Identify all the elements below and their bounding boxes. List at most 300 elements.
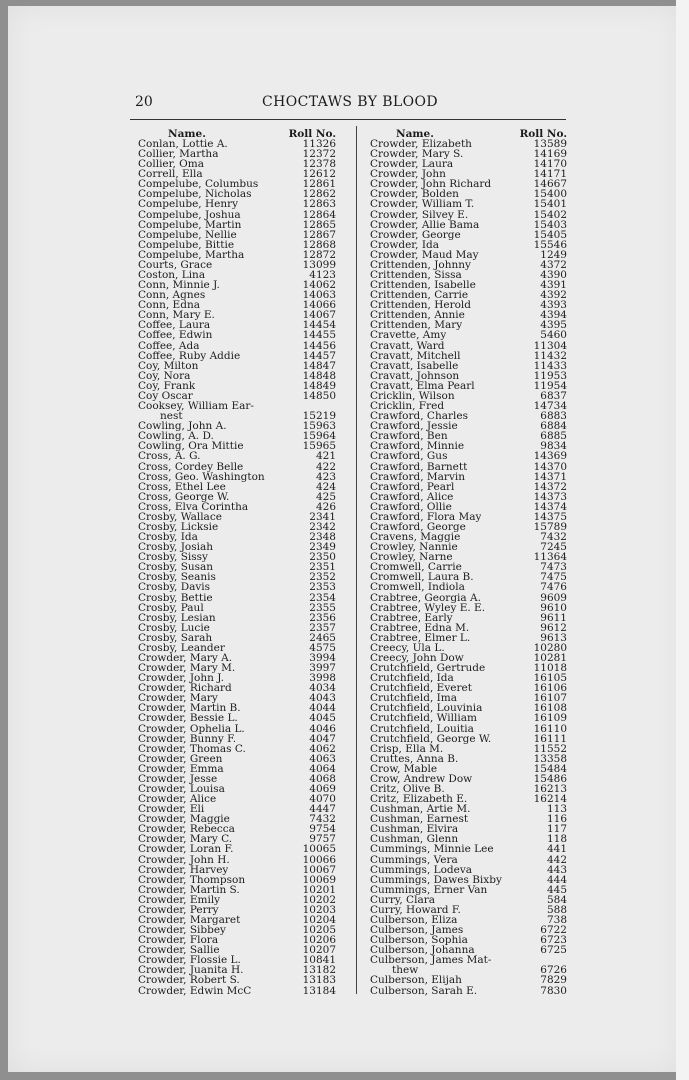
entry-name: Crowder, Juanita H.: [138, 965, 244, 976]
entry-roll-number: 12862: [302, 188, 336, 201]
entry-name: Correll, Ella: [138, 169, 203, 180]
entry-name: Cravatt, Johnson: [370, 370, 460, 381]
entry-roll-number: 584: [546, 893, 567, 906]
entry-name: Cravatt, Elma Pearl: [370, 380, 475, 391]
entry-roll-number: 11552: [533, 742, 567, 755]
left-column: [138, 128, 336, 996]
entry-roll-number: 7432: [309, 813, 336, 826]
entry-name: Cushman, Earnest: [370, 814, 469, 825]
entry-roll-number: 4064: [309, 762, 336, 775]
entry-roll-number: 4447: [309, 803, 336, 816]
entry-name: Cowling, A. D.: [138, 431, 214, 442]
roll-entry: [370, 986, 567, 996]
entry-roll-number: 2355: [309, 601, 336, 614]
entry-name: Cross, Ethel Lee: [138, 481, 226, 492]
roll-entry: [138, 532, 336, 542]
entry-roll-number: 4070: [309, 793, 336, 806]
page-title: CHOCTAWS BY BLOOD: [262, 94, 438, 110]
roll-entry: [138, 562, 336, 572]
roll-entry: [138, 804, 336, 814]
entry-name: Crowder, William T.: [370, 199, 475, 210]
entry-name: Conn, Edna: [138, 300, 200, 311]
roll-entry: [138, 724, 336, 734]
entry-name: Creecy, Ula L.: [370, 642, 445, 653]
entry-name: Cravatt, Ward: [370, 340, 445, 351]
entry-name: Curry, Clara: [370, 894, 435, 905]
roll-entry: [370, 965, 567, 975]
roll-entry: [138, 593, 336, 603]
entry-name: Cravatt, Isabelle: [370, 360, 459, 371]
entry-name: Crowder, Alice: [138, 794, 217, 805]
entry-name: Crosby, Davis: [138, 582, 211, 593]
roll-entry: [370, 401, 567, 411]
entry-name: Crowder, Edwin McC: [138, 985, 252, 996]
roll-entry: [370, 905, 567, 915]
entry-roll-number: 14170: [533, 158, 567, 171]
entry-name: Cravens, Maggie: [370, 532, 461, 543]
entry-roll-number: 118: [546, 833, 567, 846]
entry-name: Crowder, Louisa: [138, 784, 225, 795]
entry-roll-number: 2341: [309, 510, 336, 523]
entry-name: Crowder, Ida: [370, 239, 439, 250]
entry-roll-number: 4390: [540, 269, 567, 282]
entry-name: Crowder, Perry: [138, 904, 219, 916]
entry-name: Crawford, Marvin: [370, 471, 466, 482]
roll-entry: [370, 875, 567, 885]
entry-roll-number: 13183: [302, 974, 336, 987]
entry-roll-number: 9757: [309, 833, 336, 846]
entry-roll-number: 4044: [309, 702, 336, 715]
entry-roll-number: 14062: [302, 279, 336, 292]
entry-name: Culberson, Elijah: [370, 975, 462, 986]
roll-entry: [138, 482, 336, 492]
roll-entry: [370, 431, 567, 441]
entry-name: Crittenden, Herold: [370, 300, 471, 311]
entry-roll-number: 16108: [533, 702, 567, 715]
entry-name: Crabtree, Elmer L.: [370, 632, 471, 643]
entry-roll-number: 3994: [309, 651, 336, 664]
entry-roll-number: 441: [546, 843, 567, 856]
entry-name: Cooksey, William Ear-: [138, 401, 254, 412]
page-number: 20: [135, 94, 153, 110]
entry-roll-number: 14169: [533, 148, 567, 161]
entry-name: Crowder, Bolden: [370, 189, 459, 200]
entry-roll-number: 4391: [540, 279, 567, 292]
entry-name: Crowder, Rebecca: [138, 824, 235, 835]
roll-entry: [138, 260, 336, 270]
roll-entry: [370, 945, 567, 955]
entry-name: Cushman, Elvira: [370, 824, 459, 835]
entry-name: Critz, Olive B.: [370, 784, 445, 795]
entry-name: Crowder, Sallie: [138, 945, 220, 956]
entry-roll-number: 1249: [540, 248, 567, 261]
entry-name: Culberson, Sarah E.: [370, 985, 478, 996]
entry-roll-number: 10205: [302, 924, 336, 937]
entry-roll-number: 14849: [302, 379, 336, 392]
entry-roll-number: 6723: [540, 934, 567, 947]
entry-name: Cummings, Erner Van: [370, 884, 488, 895]
roll-entry: [138, 794, 336, 804]
entry-roll-number: 445: [546, 883, 567, 896]
entry-roll-number: 6883: [540, 410, 567, 423]
entry-roll-number: 16106: [533, 682, 567, 695]
entry-name: Crowder, Thompson: [138, 874, 246, 885]
roll-entry: [138, 673, 336, 683]
entry-name: Crawford, George: [370, 521, 466, 533]
entry-roll-number: 16105: [533, 672, 567, 685]
entry-name: Crawford, Charles: [370, 411, 468, 422]
entry-roll-number: 588: [546, 903, 567, 916]
entry-roll-number: 113: [546, 803, 567, 816]
roll-entry: [370, 451, 567, 461]
entry-name: Crowder, Richard: [138, 683, 232, 694]
entry-roll-number: 13184: [302, 984, 336, 997]
entry-name: Crittenden, Mary: [370, 320, 463, 331]
roll-entry: [370, 522, 567, 532]
entry-name: Compelube, Henry: [138, 199, 239, 210]
entry-roll-number: 14850: [302, 389, 336, 402]
entry-roll-number: 15963: [302, 420, 336, 433]
entry-name: Crawford, Ben: [370, 431, 448, 442]
entry-roll-number: 2348: [309, 531, 336, 544]
entry-roll-number: 10281: [533, 651, 567, 664]
entry-roll-number: 13589: [533, 138, 567, 150]
roll-entry: [138, 623, 336, 633]
roll-entry: [138, 703, 336, 713]
entry-name: Crowder, Mary S.: [370, 149, 464, 160]
entry-roll-number: 14734: [533, 400, 567, 413]
name-header: Name.: [168, 128, 206, 140]
entry-name: Crawford, Minnie: [370, 441, 465, 452]
entry-roll-number: 14454: [302, 319, 336, 332]
roll-entry: [370, 250, 567, 260]
entry-name: Crutchfield, Louvinia: [370, 703, 483, 714]
roll-entry: [370, 603, 567, 613]
roll-entry: [370, 955, 567, 965]
entry-name: Collier, Oma: [138, 159, 205, 170]
entry-name: Creecy, John Dow: [370, 652, 464, 664]
entry-name: Crowder, Bunny F.: [138, 733, 237, 744]
entry-name: Crosby, Licksie: [138, 521, 219, 533]
entry-roll-number: 6726: [540, 964, 567, 977]
roll-entry: [370, 381, 567, 391]
entry-name: Coffee, Ruby Addie: [138, 350, 241, 361]
entry-roll-number: 12868: [302, 238, 336, 251]
roll-entry: [370, 532, 567, 542]
entry-name: Crowder, Ophelia L.: [138, 723, 245, 734]
entry-name: Crowder, John: [370, 169, 446, 180]
entry-roll-number: 15964: [302, 430, 336, 443]
entry-name: Cummings, Lodeva: [370, 864, 473, 875]
entry-roll-number: 6725: [540, 944, 567, 957]
entry-name: Crowder, Jesse: [138, 773, 218, 784]
roll-entry: [370, 814, 567, 824]
entry-name: Crosby, Sissy: [138, 552, 208, 563]
entry-name: Crawford, Alice: [370, 491, 454, 502]
entry-name: Crittenden, Johnny: [370, 259, 471, 271]
entry-roll-number: 14848: [302, 369, 336, 382]
entry-roll-number: 4123: [309, 269, 336, 282]
entry-name: Crutchfield, Ida: [370, 673, 454, 684]
roll-entry: [138, 472, 336, 482]
roll-entry: [138, 744, 336, 754]
entry-name: Coy, Milton: [138, 360, 199, 371]
entry-name: Coy, Nora: [138, 370, 191, 381]
entry-roll-number: 2465: [309, 631, 336, 644]
entry-roll-number: 6884: [540, 420, 567, 433]
entry-roll-number: 14066: [302, 299, 336, 312]
entry-name: Cricklin, Wilson: [370, 390, 455, 402]
entry-name: Crowder, Maggie: [138, 814, 230, 825]
entry-name: Crowder, John J.: [138, 673, 224, 684]
entry-name: Coffee, Ada: [138, 340, 200, 351]
roll-entry: [370, 290, 567, 300]
entry-name: Cromwell, Laura B.: [370, 572, 474, 583]
entry-roll-number: 10066: [302, 853, 336, 866]
entry-name: Crowder, Margaret: [138, 915, 241, 926]
entry-name: Crowder, Emma: [138, 763, 224, 774]
roll-entry: [370, 915, 567, 925]
roll-entry: [370, 804, 567, 814]
entry-roll-number: 444: [546, 873, 567, 886]
entry-roll-number: 12378: [302, 158, 336, 171]
entry-roll-number: 443: [546, 863, 567, 876]
entry-name: Crosby, Bettie: [138, 592, 213, 603]
entry-roll-number: 14373: [533, 490, 567, 503]
entry-name: Crosby, Susan: [138, 562, 214, 573]
entry-roll-number: 9754: [309, 823, 336, 836]
entry-name: Crosby, Sarah: [138, 632, 213, 643]
entry-name: Crosby, Lesian: [138, 612, 216, 623]
entry-roll-number: 9613: [540, 631, 567, 644]
entry-roll-number: 10065: [302, 843, 336, 856]
entry-name: Compelube, Bittie: [138, 239, 235, 250]
entry-roll-number: 116: [546, 813, 567, 826]
entry-roll-number: 16110: [533, 722, 567, 735]
entry-name: Crawford, Barnett: [370, 461, 468, 472]
entry-name: Crutchfield, William: [370, 713, 477, 724]
entry-roll-number: 738: [546, 914, 567, 927]
entry-name: Crowder, Bessie L.: [138, 713, 238, 724]
roll-entry: [370, 975, 567, 985]
entry-name: Crutchfield, Gertrude: [370, 663, 486, 674]
entry-roll-number: 9611: [540, 611, 567, 624]
entry-name: Curry, Howard F.: [370, 904, 461, 916]
entry-roll-number: 10203: [302, 903, 336, 916]
entry-roll-number: 11018: [533, 662, 567, 675]
entry-roll-number: 14375: [533, 510, 567, 523]
entry-roll-number: 10841: [302, 954, 336, 967]
entry-roll-number: 7475: [540, 571, 567, 584]
entry-roll-number: 11953: [533, 369, 567, 382]
entry-name: Culberson, James: [370, 925, 464, 936]
left-roll-list: [138, 139, 336, 996]
entry-name: Cravatt, Mitchell: [370, 350, 461, 361]
entry-roll-number: 2349: [309, 541, 336, 554]
roll-entry: [138, 512, 336, 522]
name-header: Name.: [396, 128, 434, 140]
entry-name: Crabtree, Early: [370, 612, 453, 623]
roll-entry: [370, 895, 567, 905]
entry-name: Coy Oscar: [138, 390, 193, 402]
entry-roll-number: 3997: [309, 662, 336, 675]
entry-name: Crisp, Ella M.: [370, 743, 444, 754]
entry-roll-number: 4393: [540, 299, 567, 312]
entry-roll-number: 2351: [309, 561, 336, 574]
entry-name: Crowder, Laura: [370, 159, 454, 170]
entry-name: Compelube, Martin: [138, 219, 242, 230]
entry-roll-number: 2350: [309, 551, 336, 564]
entry-roll-number: 12867: [302, 228, 336, 241]
entry-roll-number: 10204: [302, 914, 336, 927]
entry-roll-number: 12864: [302, 208, 336, 221]
entry-roll-number: 11433: [533, 359, 567, 372]
entry-roll-number: 2357: [309, 621, 336, 634]
entry-roll-number: 12861: [302, 178, 336, 191]
entry-roll-number: 16109: [533, 712, 567, 725]
entry-roll-number: 9834: [540, 440, 567, 453]
roll-entry: [138, 754, 336, 764]
page-header: [0, 94, 672, 114]
entry-name: Crittenden, Carrie: [370, 290, 469, 301]
entry-roll-number: 426: [315, 500, 336, 513]
entry-roll-number: 14369: [533, 450, 567, 463]
entry-name: Crutchfield, Ima: [370, 693, 458, 704]
entry-name: Crowder, Martin S.: [138, 884, 240, 895]
entry-roll-number: 10069: [302, 873, 336, 886]
entry-name: Critz, Elizabeth E.: [370, 794, 468, 805]
roll-entry: [370, 855, 567, 865]
entry-roll-number: 14171: [533, 168, 567, 181]
entry-roll-number: 15965: [302, 440, 336, 453]
entry-roll-number: 2356: [309, 611, 336, 624]
entry-roll-number: 13358: [533, 752, 567, 765]
entry-name: Crittenden, Isabelle: [370, 280, 476, 291]
entry-name: Crowder, Harvey: [138, 864, 229, 875]
entry-roll-number: 15219: [302, 410, 336, 423]
header-rule: [130, 119, 566, 120]
entry-roll-number: 4394: [540, 309, 567, 322]
entry-roll-number: 4047: [309, 732, 336, 745]
entry-roll-number: 10067: [302, 863, 336, 876]
entry-roll-number: 15403: [533, 218, 567, 231]
entry-roll-number: 14457: [302, 349, 336, 362]
entry-name: Crowley, Nannie: [370, 542, 458, 553]
entry-name: Compelube, Nellie: [138, 229, 237, 240]
entry-name: Crow, Andrew Dow: [370, 773, 473, 784]
entry-name: Crowder, Mary: [138, 693, 218, 704]
entry-name: Crowder, Robert S.: [138, 975, 240, 986]
entry-name: Cummings, Dawes Bixby: [370, 874, 502, 885]
roll-entry: [370, 562, 567, 572]
roll-entry: [138, 663, 336, 673]
entry-roll-number: 2352: [309, 571, 336, 584]
entry-name: Crowder, Eli: [138, 804, 205, 815]
entry-name: Crabtree, Wyley E. E.: [370, 602, 486, 613]
entry-name: Courts, Grace: [138, 259, 213, 271]
entry-roll-number: 4062: [309, 742, 336, 755]
entry-roll-number: 12872: [302, 248, 336, 261]
right-column: [370, 128, 567, 996]
entry-name: Conn, Mary E.: [138, 310, 215, 321]
entry-roll-number: 4069: [309, 783, 336, 795]
entry-name: Cummings, Minnie Lee: [370, 844, 494, 855]
entry-name: Crosby, Lucie: [138, 622, 210, 633]
entry-roll-number: 425: [315, 490, 336, 503]
roll-entry: [138, 572, 336, 582]
entry-roll-number: 16107: [533, 692, 567, 705]
entry-name: Crosby, Ida: [138, 532, 198, 543]
roll-entry: [138, 552, 336, 562]
roll-entry: [370, 885, 567, 895]
entry-name: Crosby, Seanis: [138, 572, 216, 583]
entry-name: Crabtree, Edna M.: [370, 622, 470, 633]
roll-entry: [138, 522, 336, 532]
roll-entry: [370, 280, 567, 290]
entry-roll-number: 4575: [309, 641, 336, 654]
roll-entry: [370, 844, 567, 854]
entry-roll-number: 11304: [533, 339, 567, 352]
roll-entry: [138, 603, 336, 613]
entry-name: Compelube, Joshua: [138, 209, 241, 220]
entry-name: Crutchfield, George W.: [370, 733, 492, 744]
roll-entry: [138, 784, 336, 794]
entry-roll-number: 9612: [540, 621, 567, 634]
entry-name: Crosby, Leander: [138, 642, 225, 653]
entry-roll-number: 12372: [302, 148, 336, 161]
column-header: [370, 128, 567, 139]
entry-roll-number: 15546: [533, 238, 567, 251]
entry-name: Culberson, Johanna: [370, 945, 475, 956]
entry-roll-number: 11364: [533, 551, 567, 564]
entry-roll-number: 12865: [302, 218, 336, 231]
entry-name: Cromwell, Carrie: [370, 562, 462, 573]
entry-roll-number: 4372: [540, 258, 567, 271]
entry-roll-number: 15484: [533, 762, 567, 775]
roll-entry: [138, 693, 336, 703]
roll-entry: [370, 613, 567, 623]
entry-name: Cruttes, Anna B.: [370, 753, 459, 764]
entry-roll-number: 3998: [309, 672, 336, 685]
entry-name: Crowder, Silvey E.: [370, 209, 469, 220]
entry-name: nest: [160, 411, 183, 422]
entry-roll-number: 11326: [302, 138, 336, 150]
entry-roll-number: 14067: [302, 309, 336, 322]
entry-roll-number: 7830: [540, 984, 567, 997]
entry-roll-number: 2353: [309, 581, 336, 594]
entry-roll-number: 14374: [533, 500, 567, 513]
entry-name: Crowder, Green: [138, 753, 223, 764]
roll-entry: [370, 320, 567, 330]
entry-name: Cushman, Artie M.: [370, 804, 471, 815]
roll-entry: [138, 986, 336, 996]
entry-name: Compelube, Martha: [138, 249, 245, 260]
roll-entry: [138, 713, 336, 723]
roll-entry: [370, 865, 567, 875]
entry-roll-number: 7245: [540, 541, 567, 554]
entry-name: Cravette, Amy: [370, 330, 447, 341]
entry-roll-number: 10280: [533, 641, 567, 654]
entry-name: Crowder, Emily: [138, 894, 221, 905]
entry-name: Crowder, Flossie L.: [138, 955, 241, 966]
entry-roll-number: 9609: [540, 591, 567, 604]
roll-entry: [370, 240, 567, 250]
entry-name: Crowder, Mary A.: [138, 652, 233, 664]
entry-roll-number: 12612: [302, 168, 336, 181]
entry-name: Crowder, Maud May: [370, 249, 479, 260]
entry-name: Cross, Geo. Washington: [138, 471, 265, 482]
entry-roll-number: 4063: [309, 752, 336, 765]
